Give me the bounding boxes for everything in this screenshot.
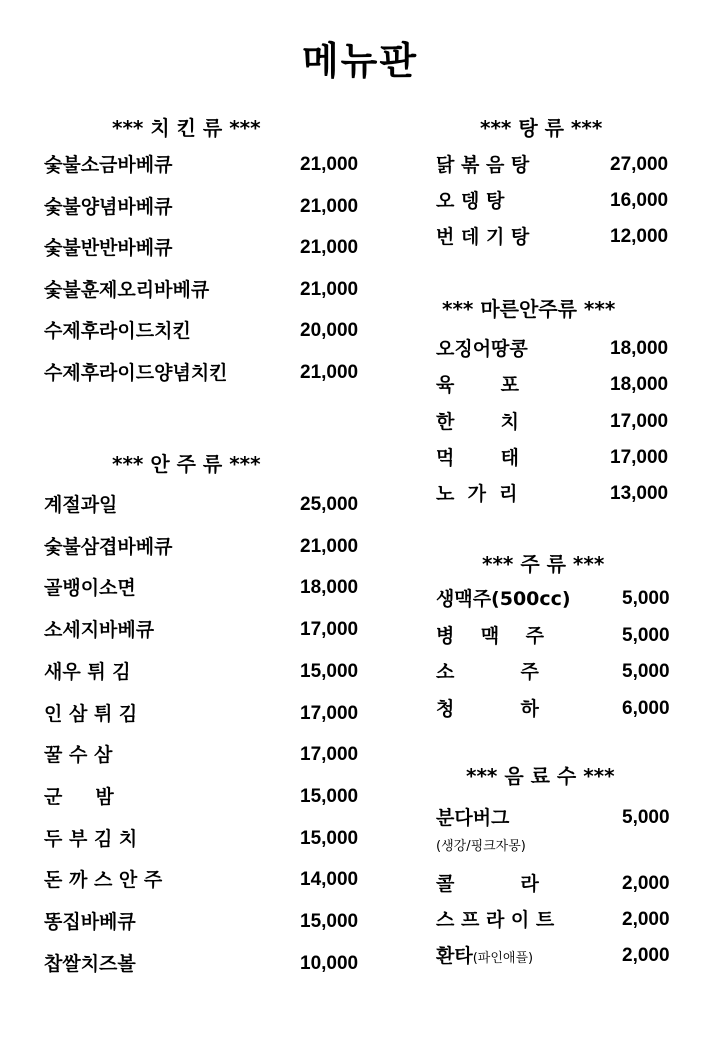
item-price: 17,000 — [610, 410, 669, 432]
item-name: 꿀 수 삼 — [44, 744, 113, 767]
item-price: 10,000 — [300, 952, 359, 974]
dry-menu-item — [436, 479, 690, 509]
item-price: 17,000 — [300, 619, 359, 641]
item-name: 똥집바베큐 — [44, 911, 136, 933]
anju-menu-item — [44, 699, 380, 729]
item-price: 21,000 — [300, 237, 359, 258]
item-name: 청 하 — [436, 697, 539, 720]
anju-menu-item — [44, 782, 380, 812]
anju-menu-item — [44, 865, 380, 895]
item-name: 인 삼 튀 김 — [44, 702, 138, 725]
item-name: 소 주 — [436, 661, 539, 683]
anju-menu-item — [44, 615, 380, 645]
item-name: 새우 튀 김 — [44, 660, 131, 683]
item-price: 21,000 — [300, 195, 359, 217]
anju-menu-item — [44, 949, 380, 979]
item-name: 찹쌀치즈볼 — [44, 952, 136, 975]
item-name: 스 프 라 이 트 — [436, 909, 555, 931]
item-price: 21,000 — [300, 278, 359, 300]
item-name: 소세지바베큐 — [44, 619, 155, 642]
item-name: 생맥주(500cc) — [436, 588, 571, 610]
item-price: 20,000 — [300, 320, 359, 341]
item-name: 분다버그 — [436, 807, 510, 829]
item-name: 병 맥 주 — [436, 624, 544, 647]
dry-menu-item — [436, 370, 690, 400]
item-name: 오징어땅콩 — [436, 338, 528, 360]
beverage-menu-item — [436, 905, 702, 935]
item-name: 돈 까 스 안 주 — [44, 869, 163, 892]
item-price: 14,000 — [300, 869, 359, 891]
item-name: 콜 라 — [436, 873, 539, 895]
section-header-chicken: *** 치 킨 류 *** — [112, 116, 261, 140]
section-header-tang: *** 탕 류 *** — [480, 116, 603, 140]
item-price: 27,000 — [610, 154, 669, 175]
dry-menu-item — [436, 443, 690, 473]
chicken-menu-item — [44, 150, 380, 180]
item-price: 18,000 — [610, 374, 669, 396]
item-name: 두 부 김 치 — [44, 827, 138, 850]
item-name: 숯불양념바베큐 — [44, 195, 173, 218]
item-name: 군 밤 — [44, 785, 114, 808]
chicken-menu-item — [44, 192, 380, 222]
item-price: 5,000 — [622, 661, 670, 682]
tang-menu-item — [436, 150, 690, 180]
drinks-menu-item — [436, 694, 702, 724]
chicken-menu-item — [44, 316, 380, 346]
item-price: 15,000 — [300, 911, 359, 932]
item-name: 오 뎅 탕 — [436, 190, 505, 212]
item-price: 16,000 — [610, 190, 669, 211]
item-name: 숯불반반바베큐 — [44, 237, 173, 259]
item-price: 18,000 — [300, 577, 359, 599]
section-header-drinks: *** 주 류 *** — [482, 552, 605, 576]
item-name: 먹 태 — [436, 446, 520, 469]
item-price: 21,000 — [300, 535, 359, 557]
tang-menu-item — [436, 186, 690, 216]
item-name: 숯불훈제오리바베큐 — [44, 278, 210, 301]
beverage-menu-item — [436, 941, 702, 971]
item-price: 5,000 — [622, 588, 670, 609]
section-header-beverage: *** 음 료 수 *** — [466, 764, 615, 788]
item-name: 한 치 — [436, 410, 520, 433]
item-name: 환타(파인애플) — [436, 945, 534, 967]
item-price: 17,000 — [300, 702, 359, 724]
item-name: 수제후라이드치킨 — [44, 320, 191, 342]
menu-title: 메뉴판 — [301, 39, 419, 83]
item-price: 17,000 — [300, 744, 359, 766]
anju-menu-item — [44, 490, 380, 520]
item-price: 2,000 — [622, 945, 670, 966]
item-name: 수제후라이드양념치킨 — [44, 361, 228, 384]
item-name: 번 데 기 탕 — [436, 226, 530, 248]
beverage-menu-item — [436, 803, 702, 833]
item-price: 5,000 — [622, 807, 670, 828]
anju-menu-item — [44, 824, 380, 854]
tang-menu-item — [436, 222, 690, 252]
dry-menu-item — [436, 334, 690, 364]
chicken-menu-item — [44, 358, 380, 388]
anju-menu-item — [44, 907, 380, 937]
item-note: (파인애플) — [472, 951, 534, 966]
section-header-dry: *** 마른안주류 *** — [442, 297, 616, 321]
item-name: 노 가 리 — [436, 483, 518, 506]
dry-menu-item — [436, 407, 690, 437]
anju-menu-item — [44, 740, 380, 770]
item-name: 숯불삼겹바베큐 — [44, 535, 173, 558]
item-price: 6,000 — [622, 697, 670, 719]
anju-menu-item — [44, 657, 380, 687]
item-price: 15,000 — [300, 827, 359, 849]
item-price: 2,000 — [622, 909, 670, 930]
item-price: 21,000 — [300, 361, 359, 383]
item-price: 25,000 — [300, 494, 359, 515]
item-price: 5,000 — [622, 624, 670, 646]
drinks-menu-item — [436, 621, 702, 651]
chicken-menu-item — [44, 233, 380, 263]
drinks-menu-item — [436, 584, 702, 614]
item-note: (생강/핑크자몽) — [436, 839, 526, 854]
item-price: 15,000 — [300, 660, 359, 682]
item-price: 2,000 — [622, 873, 670, 894]
section-header-anju: *** 안 주 류 *** — [112, 452, 261, 476]
item-price: 12,000 — [610, 226, 669, 247]
item-name: 육 포 — [436, 374, 520, 397]
item-price: 17,000 — [610, 446, 669, 468]
item-price: 21,000 — [300, 154, 359, 175]
anju-menu-item — [44, 573, 380, 603]
item-price: 13,000 — [610, 483, 669, 505]
anju-menu-item — [44, 532, 380, 562]
drinks-menu-item — [436, 657, 702, 687]
chicken-menu-item — [44, 275, 380, 305]
item-price: 18,000 — [610, 338, 669, 359]
item-name: 골뱅이소면 — [44, 577, 136, 600]
item-name: 숯불소금바베큐 — [44, 154, 173, 176]
item-name: 계절과일 — [44, 494, 118, 516]
item-price: 15,000 — [300, 785, 359, 807]
beverage-menu-item — [436, 869, 702, 899]
item-name: 닭 볶 음 탕 — [436, 154, 530, 176]
